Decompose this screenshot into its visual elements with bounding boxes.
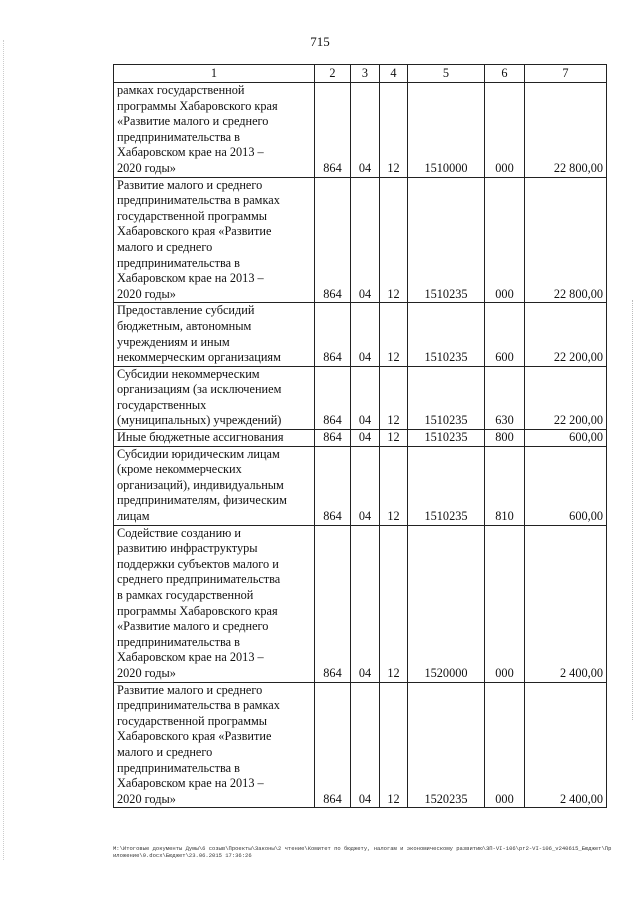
description-line: предпринимательства в рамках bbox=[117, 193, 280, 208]
description-cell bbox=[114, 682, 315, 808]
pr-cell: 12 bbox=[380, 366, 408, 429]
description-line: некоммерческим организациям bbox=[117, 350, 281, 365]
scan-edge-left bbox=[3, 40, 7, 860]
description-line: Хабаровском крае на 2013 – bbox=[117, 145, 264, 160]
description-cell bbox=[114, 430, 315, 447]
description-line: 2020 годы» bbox=[117, 665, 176, 680]
description-line: Субсидии некоммерческим bbox=[117, 366, 260, 381]
description-cell bbox=[114, 303, 315, 366]
vr-cell: 810 bbox=[485, 446, 525, 525]
ved-cell: 864 bbox=[315, 430, 351, 447]
vr-cell: 600 bbox=[485, 303, 525, 366]
description-line: организациям (за исключением bbox=[117, 382, 282, 397]
sum-cell: 600,00 bbox=[525, 446, 607, 525]
csr-cell: 1520000 bbox=[408, 525, 485, 682]
table-row bbox=[114, 83, 607, 178]
description-cell bbox=[114, 177, 315, 303]
pr-cell: 12 bbox=[380, 525, 408, 682]
table-row bbox=[114, 430, 607, 447]
rz-cell: 04 bbox=[351, 525, 380, 682]
table-body bbox=[114, 83, 607, 808]
vr-cell: 000 bbox=[485, 83, 525, 178]
csr-cell: 1510235 bbox=[408, 366, 485, 429]
description-line: предпринимательства в bbox=[117, 760, 240, 775]
description-line: 2020 годы» bbox=[117, 791, 176, 806]
ved-cell: 864 bbox=[315, 446, 351, 525]
description-line: (кроме некоммерческих bbox=[117, 462, 242, 477]
description-line: государственных bbox=[117, 397, 207, 412]
description-line: 2020 годы» bbox=[117, 160, 176, 175]
description-line: программы Хабаровского края bbox=[117, 98, 278, 113]
sum-cell: 22 200,00 bbox=[525, 303, 607, 366]
rz-cell: 04 bbox=[351, 83, 380, 178]
description-line: предпринимательства в bbox=[117, 129, 240, 144]
description-line: бюджетным, автономным bbox=[117, 318, 252, 333]
rz-cell: 04 bbox=[351, 366, 380, 429]
ved-cell: 864 bbox=[315, 366, 351, 429]
ved-cell: 864 bbox=[315, 525, 351, 682]
sum-cell: 600,00 bbox=[525, 430, 607, 447]
description-line: Хабаровском крае на 2013 – bbox=[117, 650, 264, 665]
csr-cell: 1510235 bbox=[408, 303, 485, 366]
pr-cell: 12 bbox=[380, 177, 408, 303]
sum-cell: 2 400,00 bbox=[525, 682, 607, 808]
table-row bbox=[114, 446, 607, 525]
description-line: Хабаровском крае на 2013 – bbox=[117, 776, 264, 791]
sum-cell: 22 800,00 bbox=[525, 83, 607, 178]
description-cell bbox=[114, 83, 315, 178]
header-col-7: 7 bbox=[525, 65, 607, 83]
pr-cell: 12 bbox=[380, 83, 408, 178]
description-line: в рамках государственной bbox=[117, 588, 254, 602]
description-line: рамках государственной bbox=[117, 83, 245, 97]
csr-cell: 1520235 bbox=[408, 682, 485, 808]
header-col-3: 3 bbox=[351, 65, 380, 83]
csr-cell: 1510235 bbox=[408, 430, 485, 447]
rz-cell: 04 bbox=[351, 682, 380, 808]
description-line: Хабаровского края «Развитие bbox=[117, 729, 272, 744]
description-cell bbox=[114, 525, 315, 682]
pr-cell: 12 bbox=[380, 446, 408, 525]
rz-cell: 04 bbox=[351, 430, 380, 447]
table-row bbox=[114, 682, 607, 808]
vr-cell: 000 bbox=[485, 525, 525, 682]
description-cell bbox=[114, 366, 315, 429]
vr-cell: 800 bbox=[485, 430, 525, 447]
rz-cell: 04 bbox=[351, 446, 380, 525]
table-row bbox=[114, 303, 607, 366]
pr-cell: 12 bbox=[380, 430, 408, 447]
header-col-6: 6 bbox=[485, 65, 525, 83]
description-cell bbox=[114, 446, 315, 525]
description-line: «Развитие малого и среднего bbox=[117, 619, 269, 634]
description-line: лицам bbox=[117, 509, 150, 524]
description-line: малого и среднего bbox=[117, 239, 213, 254]
header-col-5: 5 bbox=[408, 65, 485, 83]
description-line: Хабаровского края «Развитие bbox=[117, 224, 272, 239]
ved-cell: 864 bbox=[315, 682, 351, 808]
description-line: малого и среднего bbox=[117, 744, 213, 759]
description-line: Развитие малого и среднего bbox=[117, 682, 263, 697]
ved-cell: 864 bbox=[315, 83, 351, 178]
sum-cell: 22 800,00 bbox=[525, 177, 607, 303]
table-header-row bbox=[114, 65, 607, 83]
description-line: государственной программы bbox=[117, 713, 268, 728]
description-line: «Развитие малого и среднего bbox=[117, 114, 269, 129]
header-col-1: 1 bbox=[114, 65, 315, 83]
description-line: программы Хабаровского края bbox=[117, 603, 278, 618]
description-line: предпринимателям, физическим bbox=[117, 493, 287, 508]
header-col-4: 4 bbox=[380, 65, 408, 83]
page-number: 715 bbox=[310, 34, 330, 49]
sum-cell: 22 200,00 bbox=[525, 366, 607, 429]
footer-file-path: M:\Итоговые документы Думы\6 созыв\Проекты\Законы\2 чтение\Комитет по бюджету, налогам и экономическому развитию\ЗП-VI-106\pr2-VI-106_v240615_Бюджет\Приложение\9.docx\Бюджет\23.06.2015 17:36:26 bbox=[113, 845, 612, 859]
rz-cell: 04 bbox=[351, 177, 380, 303]
description-line: государственной программы bbox=[117, 208, 268, 223]
description-line: Предоставление субсидий bbox=[117, 303, 255, 318]
ved-cell: 864 bbox=[315, 303, 351, 366]
description-line: Иные бюджетные ассигнования bbox=[117, 430, 284, 445]
vr-cell: 000 bbox=[485, 177, 525, 303]
description-line: учреждениям и иным bbox=[117, 334, 230, 349]
vr-cell: 000 bbox=[485, 682, 525, 808]
pr-cell: 12 bbox=[380, 682, 408, 808]
csr-cell: 1510235 bbox=[408, 177, 485, 303]
description-line: организаций), индивидуальным bbox=[117, 477, 284, 492]
table-row bbox=[114, 525, 607, 682]
budget-table bbox=[113, 64, 607, 808]
header-col-2: 2 bbox=[315, 65, 351, 83]
vr-cell: 630 bbox=[485, 366, 525, 429]
description-line: предпринимательства в bbox=[117, 255, 240, 270]
csr-cell: 1510000 bbox=[408, 83, 485, 178]
pr-cell: 12 bbox=[380, 303, 408, 366]
description-line: поддержки субъектов малого и bbox=[117, 556, 279, 571]
description-line: Хабаровском крае на 2013 – bbox=[117, 271, 264, 286]
description-line: Развитие малого и среднего bbox=[117, 177, 263, 192]
sum-cell: 2 400,00 bbox=[525, 525, 607, 682]
table-row bbox=[114, 366, 607, 429]
description-line: предпринимательства в рамках bbox=[117, 698, 280, 713]
table-row bbox=[114, 177, 607, 303]
rz-cell: 04 bbox=[351, 303, 380, 366]
description-line: 2020 годы» bbox=[117, 286, 176, 301]
description-line: Субсидии юридическим лицам bbox=[117, 446, 280, 461]
description-line: Содействие созданию и bbox=[117, 525, 242, 540]
scan-edge-right bbox=[632, 300, 636, 720]
description-line: предпринимательства в bbox=[117, 634, 240, 649]
description-line: развитию инфраструктуры bbox=[117, 541, 258, 556]
csr-cell: 1510235 bbox=[408, 446, 485, 525]
description-line: среднего предпринимательства bbox=[117, 572, 281, 587]
description-line: (муниципальных) учреждений) bbox=[117, 413, 282, 428]
ved-cell: 864 bbox=[315, 177, 351, 303]
